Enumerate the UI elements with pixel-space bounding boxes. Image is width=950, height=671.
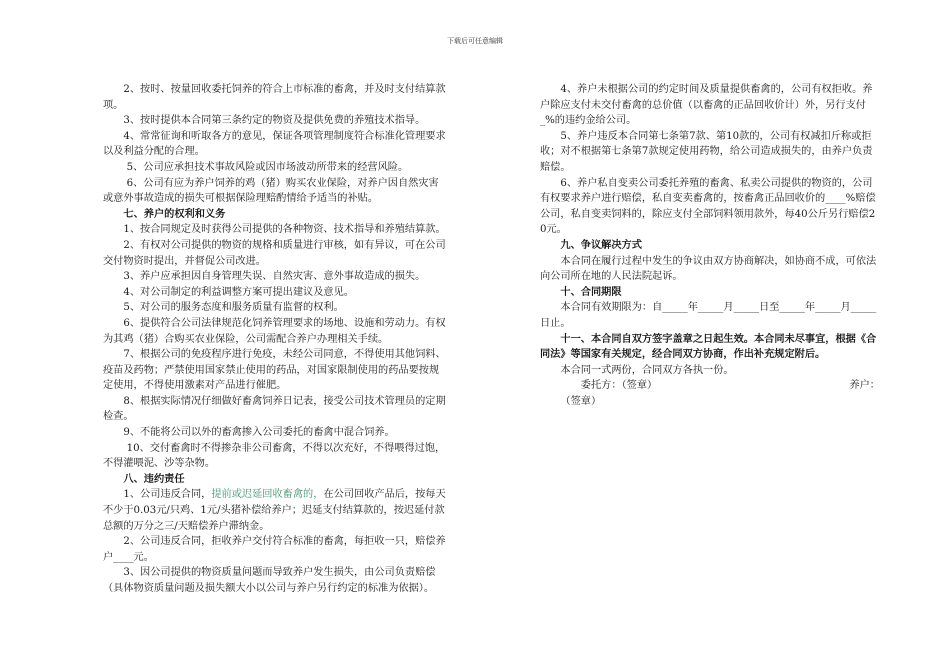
paragraph: 4、常常征询和听取各方的意见，保证各项管理制度符合标准化管理要求以及利益分配的合理。 — [103, 130, 446, 158]
section-heading: 九、争议解决方式 — [560, 238, 642, 251]
paragraph: 6、公司有应为养户饲养的鸡（猪）购买农业保险，对养户因自然灾害或意外事故造成的损失可根据保险理赔酌情给予适当的补贴。 — [103, 177, 439, 205]
paragraph: 4、养户未根据公司的约定时间及质量提供畜禽的，公司有权拒收。养户除应支付未交付畜禽的总价值（以畜禽的正品回收价计）外，另行支付_%的违约金给公司。 — [540, 84, 873, 127]
paragraph: 1、按合同规定及时获得公司提供的各种物资、技术指导和养殖结算款。 — [123, 224, 446, 236]
paragraph: 2、有权对公司提供的物资的规格和质量进行审核，如有异议，可在公司交付物资时提出，并督促公司改进。 — [103, 239, 446, 267]
text-run: 1、公司违反合同， — [123, 489, 212, 501]
paragraph: 5、养户违反本合同第七条第7款、第10款的，公司有权减扣斤称或拒收；对不根据第七条第7款规定使用药物，给公司造成损失的，由养户负责赔偿。 — [540, 130, 873, 173]
paragraph: 10、交付畜禽时不得掺杂非公司畜禽，不得以次充好，不得喂得过饱，不得灌喂泥、沙等杂物。 — [103, 442, 446, 470]
signature-line — [540, 378, 880, 394]
paragraph: 6、养户私自变卖公司委托养殖的畜禽、私卖公司提供的物资的，公司有权要求养户进行赔偿，私自变卖畜禽的，按畜禽正品回收价的____%赔偿公司，私自变卖饲料的，除应支付全部饲料领用款外，每40公斤另行赔偿20元。 — [540, 177, 876, 236]
paragraph: 8、根据实际情况仔细做好畜禽饲养日记表，接受公司技术管理员的定期检查。 — [103, 395, 446, 423]
section-heading: 十一、本合同自双方签字盖章之日起生效。本合同未尽事宜，根据《合同法》等国家有关规定，经合同双方协商，作出补充规定附后。 — [540, 332, 877, 361]
paragraph: 本合同一式两份，合同双方各执一份。 — [560, 364, 734, 376]
paragraph: 4、对公司制定的利益调整方案可提出建议及意见。 — [123, 286, 354, 298]
paragraph: 3、按时提供本合同第三条约定的物资及提供免费的养殖技术指导。 — [123, 115, 426, 127]
section-heading: 十、合同期限 — [560, 285, 622, 298]
left-column — [103, 82, 448, 597]
paragraph: 7、根据公司的免疫程序进行免疫，未经公司同意，不得使用其他饲料、疫苗及药物；严禁使用国家禁止使用的药品，对国家限制使用的药品要按规定使用，不得使用激素对产品进行催肥。 — [103, 349, 446, 392]
paragraph: （签章） — [560, 395, 602, 407]
paragraph: 本合同有效期限为：自_____年_____月_____日至_____年_____月_____日止。 — [540, 302, 877, 329]
paragraph — [103, 487, 448, 534]
section-heading: 七、养户的权利和义务 — [123, 207, 226, 220]
page-header: 下载后可任意编辑 — [447, 37, 503, 45]
highlighted-text: 提前或迟延回收畜禽的， — [211, 489, 324, 501]
paragraph: 5、公司应承担技术事故风险或因市场波动所带来的经营风险。 — [123, 161, 409, 173]
text-run: 在公司回收产品后，按每天不少于0.03元/只鸡、1元/头猪补偿给养户；迟延支付结算款的，按迟延付款总额的万分之三/天赔偿养户滞纳金。 — [103, 489, 446, 532]
paragraph: 3、养户应承担因自身管理失误、自然灾害、意外事故造成的损失。 — [123, 271, 426, 283]
paragraph: 2、按时、按量回收委托饲养的符合上市标准的畜禽，并及时支付结算款项。 — [103, 84, 446, 111]
paragraph: 本合同在履行过程中发生的争议由双方协商解决，如协商不成，可依法向公司所在地的人民法院起诉。 — [540, 255, 877, 283]
paragraph: 3、因公司提供的物资质量问题而导致养户发生损失，由公司负责赔偿（具体物资质量问题及损失额大小以公司与养户另行约定的标准为依据）。 — [103, 567, 436, 594]
paragraph: 6、提供符合公司法律规范化饲养管理要求的场地、设施和劳动力。有权为其鸡（猪）合购买农业保险，公司需配合养户办理相关手续。 — [103, 317, 446, 345]
paragraph: 2、公司违反合同，拒收养户交付符合标准的畜禽，每拒收一只，赔偿养户____元。 — [103, 536, 446, 563]
signature-party-b: 养户： — [849, 380, 880, 392]
paragraph: 5、对公司的服务态度和服务质量有监督的权利。 — [123, 302, 344, 314]
section-heading: 八、违约责任 — [123, 472, 185, 485]
paragraph: 9、不能将公司以外的畜禽掺入公司委托的畜禽中混合饲养。 — [123, 427, 395, 439]
signature-party-a: 委托方：（签章） — [580, 380, 658, 392]
right-column — [540, 82, 880, 409]
